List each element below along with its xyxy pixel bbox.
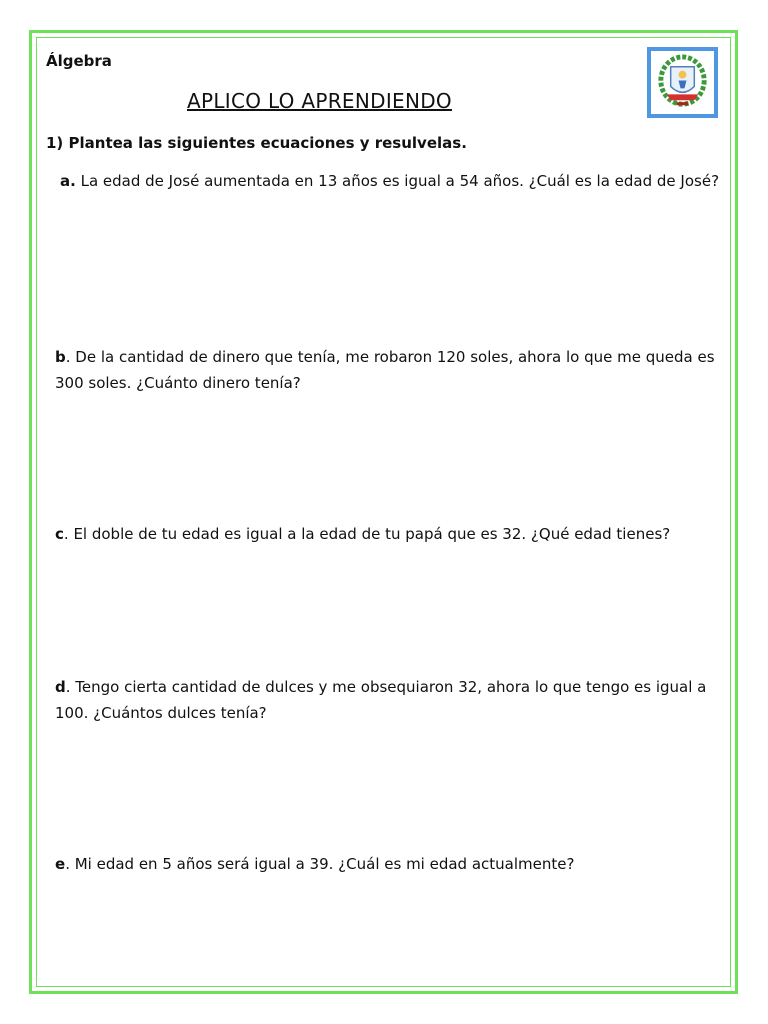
problem-letter: d — [55, 678, 66, 696]
problem-e — [46, 851, 727, 877]
school-crest-icon — [647, 47, 718, 118]
subject-label: Álgebra — [46, 52, 112, 70]
page-title: APLICO LO APRENDIENDO — [187, 89, 452, 113]
problem-text: . Tengo cierta cantidad de dulces y me obsequiaron 32, ahora lo que tengo es igual a 100. ¿Cuántos dulces tenía? — [55, 678, 707, 722]
instruction: 1) Plantea las siguientes ecuaciones y resulvelas. — [46, 134, 467, 152]
problem-letter: a. — [60, 172, 76, 190]
problem-text: . Mi edad en 5 años será igual a 39. ¿Cuál es mi edad actualmente? — [65, 855, 575, 873]
problem-letter: c — [55, 525, 64, 543]
problem-text: . El doble de tu edad es igual a la edad de tu papá que es 32. ¿Qué edad tienes? — [63, 525, 671, 543]
problem-b — [46, 344, 727, 396]
problem-letter: b — [55, 348, 66, 366]
problem-a — [46, 168, 732, 194]
problem-letter: e — [55, 855, 66, 873]
problem-c — [46, 521, 727, 547]
problem-d — [46, 674, 727, 726]
problem-text: La edad de José aumentada en 13 años es igual a 54 años. ¿Cuál es la edad de José? — [75, 172, 720, 190]
problem-text: . De la cantidad de dinero que tenía, me robaron 120 soles, ahora lo que me queda es 300 soles. ¿Cuánto dinero tenía? — [55, 348, 715, 392]
